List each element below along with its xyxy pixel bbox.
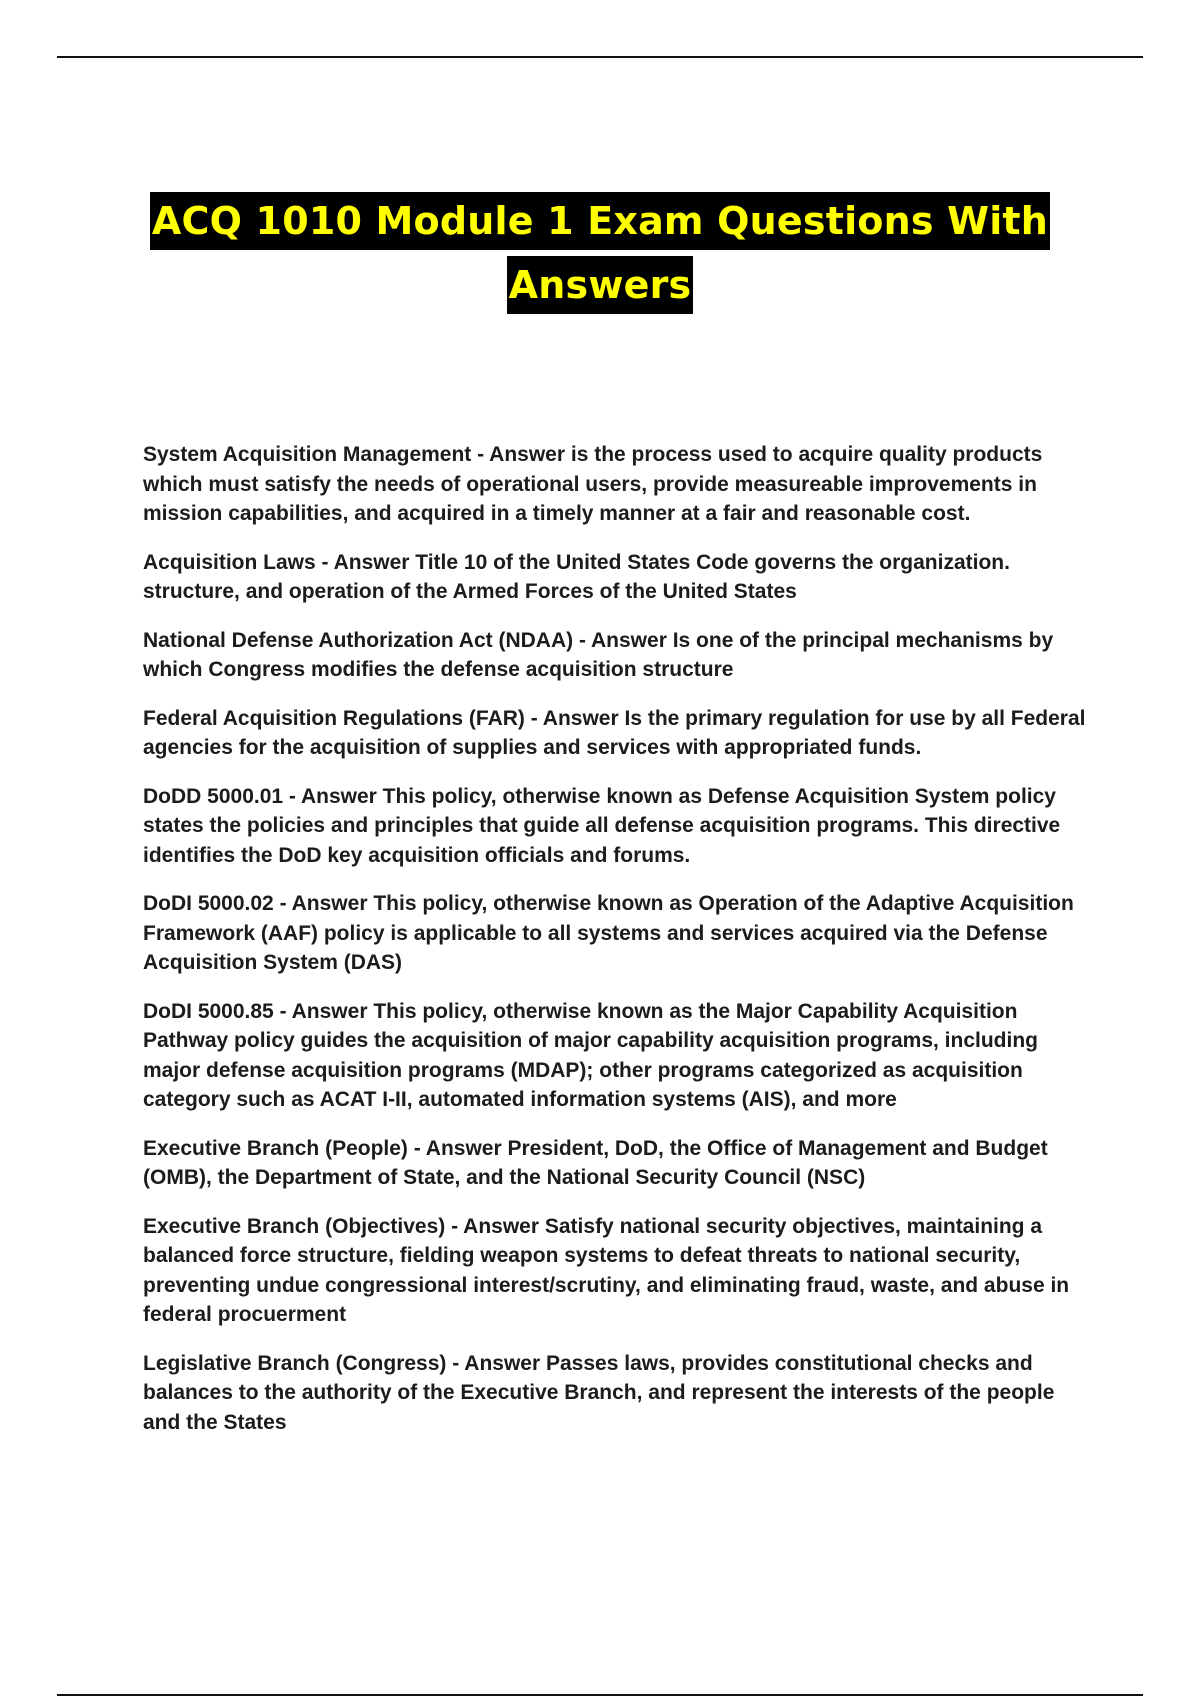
- qa-entry: [143, 782, 1093, 871]
- answer-separator: - Answer: [273, 999, 374, 1023]
- top-rule: [57, 56, 1143, 58]
- entry-answer: This policy, otherwise known as the Major Capability Acquisition Pathway policy guides the acquisition of major capability acquisition programs, including major defense acquisition programs (MDAP); other programs categorized as acquisition category such as ACAT I-II, automated information systems (AIS), and more: [143, 999, 1038, 1111]
- entry-term: Executive Branch (Objectives): [143, 1214, 446, 1238]
- entry-answer: President, DoD, the Office of Management and Budget (OMB), the Department of State, and the National Security Council (NSC): [143, 1136, 1048, 1189]
- qa-entry: [143, 997, 1093, 1115]
- answer-separator: - Answer: [524, 706, 625, 730]
- qa-entry: [143, 704, 1093, 763]
- qa-entry: [143, 889, 1093, 978]
- entry-answer: is the process used to acquire quality products which must satisfy the needs of operational users, provide measureable improvements in mission capabilities, and acquired in a timely manner at a fair and reasonable cost.: [143, 443, 1043, 525]
- entry-term: Acquisition Laws: [143, 550, 316, 574]
- entry-answer: Is one of the principal mechanisms by which Congress modifies the defense acquisition structure: [143, 628, 1054, 681]
- answer-separator: - Answer: [315, 550, 416, 574]
- bottom-rule: [57, 1694, 1143, 1696]
- title-line-2: Answers: [507, 256, 694, 314]
- qa-list: [143, 440, 1093, 1456]
- qa-entry: [143, 548, 1093, 607]
- entry-term: DoDI 5000.85: [143, 999, 274, 1023]
- qa-entry: [143, 1212, 1093, 1330]
- entry-answer: Passes laws, provides constitutional checks and balances to the authority of the Executive Branch, and represent the interests of the people and the States: [143, 1351, 1055, 1434]
- entry-answer: This policy, otherwise known as Defense Acquisition System policy states the policies and principles that guide all defense acquisition programs. This directive identifies the DoD key acquisition officials and forums.: [143, 784, 1061, 867]
- qa-entry: [143, 440, 1093, 529]
- entry-answer: Title 10 of the United States Code governs the organization. structure, and operation of the Armed Forces of the United States: [143, 550, 1010, 603]
- entry-term: Federal Acquisition Regulations (FAR): [143, 706, 525, 730]
- answer-separator: - Answer: [273, 892, 374, 915]
- entry-answer: Satisfy national security objectives, maintaining a balanced force structure, fielding weapon systems to defeat threats to national security, preventing undue congressional interest/scrutiny, and eliminating fraud, waste, and abuse in federal procuerment: [143, 1214, 1070, 1326]
- answer-separator: - Answer: [445, 1214, 545, 1238]
- answer-separator: - Answer: [283, 784, 383, 808]
- entry-term: DoDI 5000.02: [143, 892, 274, 915]
- entry-term: National Defense Authorization Act (NDAA): [143, 628, 574, 652]
- answer-separator: - Answer: [471, 443, 571, 466]
- entry-answer: This policy, otherwise known as Operation of the Adaptive Acquisition Framework (AAF) policy is applicable to all systems and services acquired via the Defense Acquisition System (DAS): [143, 892, 1074, 974]
- entry-term: Legislative Branch (Congress): [143, 1351, 447, 1375]
- qa-entry: [143, 1349, 1093, 1438]
- qa-entry: [143, 1134, 1093, 1193]
- answer-separator: - Answer: [446, 1351, 546, 1375]
- title-line-1: ACQ 1010 Module 1 Exam Questions With: [150, 192, 1050, 250]
- answer-separator: - Answer: [407, 1136, 508, 1160]
- entry-term: System Acquisition Management: [143, 443, 472, 466]
- entry-term: DoDD 5000.01: [143, 784, 284, 808]
- document-title: [0, 192, 1200, 314]
- entry-term: Executive Branch (People): [143, 1136, 408, 1160]
- qa-entry: [143, 626, 1093, 685]
- entry-answer: Is the primary regulation for use by all Federal agencies for the acquisition of supplies and services with appropriated funds.: [143, 706, 1086, 759]
- answer-separator: - Answer: [573, 628, 673, 652]
